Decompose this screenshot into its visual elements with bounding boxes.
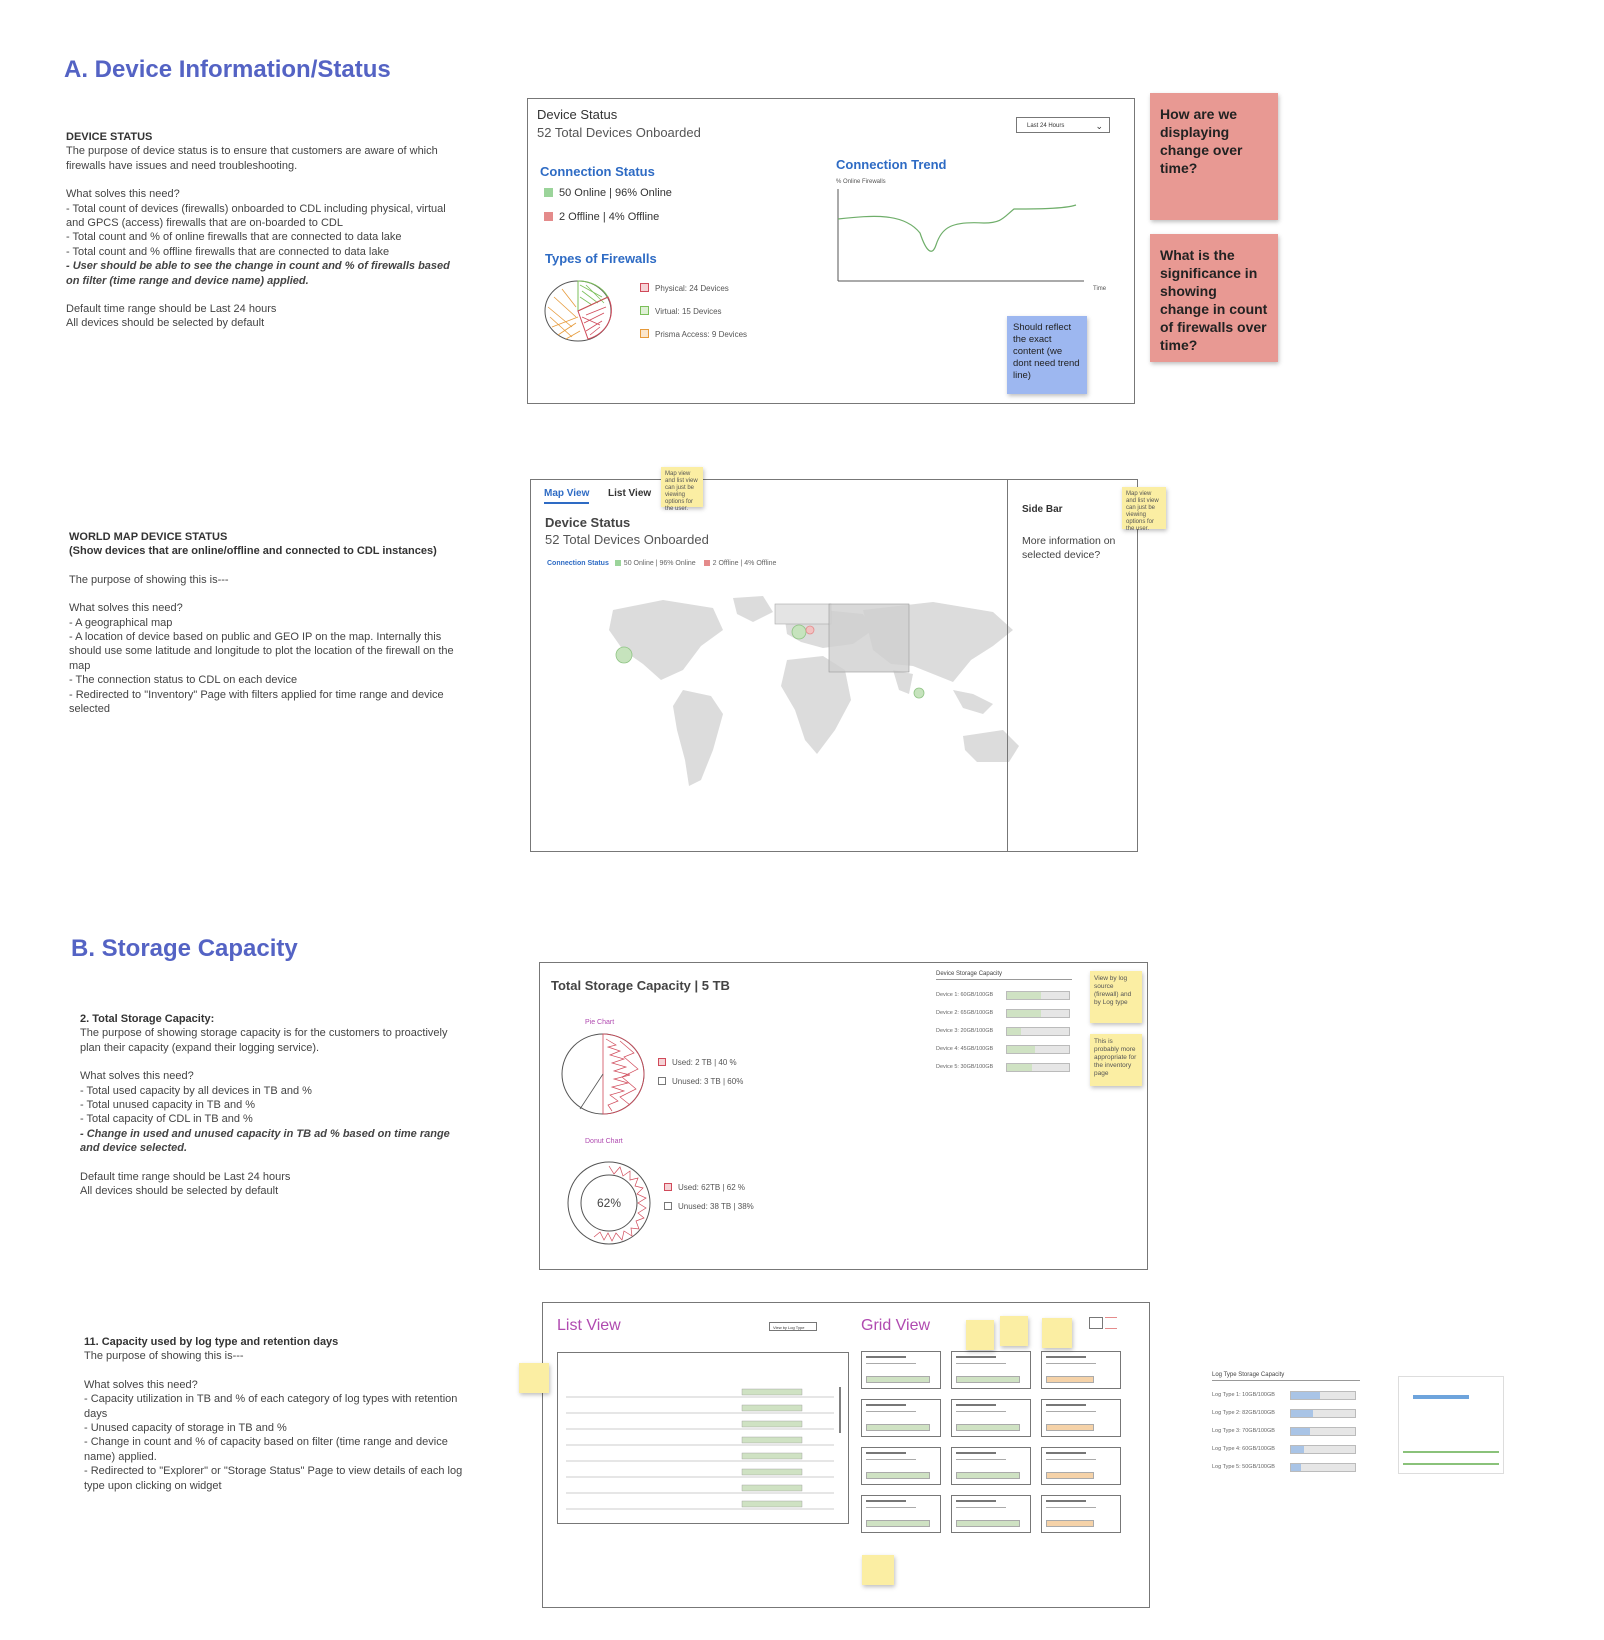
donut-legend-unused: [664, 1202, 754, 1211]
map-card-subtitle: 52 Total Devices Onboarded: [545, 532, 709, 547]
section-a-title: A. Device Information/Status: [64, 56, 391, 83]
log-grid-card-title: [1046, 1452, 1086, 1454]
log-grid-card-title: [866, 1500, 906, 1502]
legend-text: Unused: 38 TB | 38%: [678, 1202, 754, 1211]
log-type-fill: [1291, 1410, 1313, 1417]
log-type-label: Log Type 4: 60GB/100GB: [1212, 1446, 1275, 1452]
log-type-storage-capacity: [1212, 1372, 1360, 1491]
device-storage-fill: [1007, 992, 1041, 999]
log-type-bar: [1290, 1409, 1356, 1418]
offline-text: 2 Offline | 4% Offline: [712, 560, 777, 567]
desc-bullet: - Total unused capacity in TB and %: [80, 1099, 256, 1112]
desc-bullet: - Change in count and % of capacity based on filter (time range and device name) applied.: [84, 1436, 448, 1463]
pie-legend-used: [658, 1058, 737, 1067]
sticky-note-inventory: This is probably more appropriate for the inventory page: [1090, 1034, 1142, 1086]
sticky-note-map-view: Map view and list view can just be viewing options for the user.: [661, 467, 703, 507]
offline-status: [544, 211, 659, 223]
log-grid: [861, 1351, 1131, 1541]
log-grid-card-bar: [956, 1472, 1020, 1479]
legend-virtual: [640, 306, 722, 316]
desc-purpose: The purpose of showing this is---: [69, 573, 229, 586]
sticky-note-grid-3: [1042, 1318, 1072, 1348]
side-bar: [1007, 480, 1138, 851]
device-storage-fill: [1007, 1046, 1035, 1053]
legend-physical: [640, 283, 729, 293]
sticky-note-grid-1: [966, 1320, 994, 1350]
sticky-note-exact-content: Should reflect the exact content (we dont need trend line): [1007, 316, 1087, 394]
online-text: 50 Online | 96% Online: [559, 187, 672, 199]
list-view-title: List View: [557, 1317, 621, 1334]
log-grid-card-bar: [1046, 1472, 1094, 1479]
side-bar-title: Side Bar: [1022, 504, 1063, 515]
device-storage-title: Device Storage Capacity: [936, 971, 1072, 980]
log-grid-card-bar: [956, 1520, 1020, 1527]
desc-heading: 11. Capacity used by log type and retention days: [84, 1336, 339, 1348]
log-grid-card-title: [956, 1452, 996, 1454]
donut-legend-used: [664, 1183, 745, 1192]
log-grid-card-text: [866, 1411, 916, 1412]
log-grid-card-title: [956, 1356, 996, 1358]
desc-heading: WORLD MAP DEVICE STATUS: [69, 531, 228, 543]
unused-swatch: [658, 1077, 666, 1085]
storage-card-title: Total Storage Capacity | 5 TB: [551, 978, 730, 993]
desc-what: What solves this need?: [66, 188, 180, 201]
chevron-down-icon: ⌄: [1095, 121, 1103, 131]
list-view-dropdown[interactable]: [769, 1322, 817, 1331]
log-type-row[interactable]: [1212, 1445, 1360, 1457]
unused-swatch: [664, 1202, 672, 1210]
legend-text: Used: 2 TB | 40 %: [672, 1058, 737, 1067]
donut-center-value: 62%: [596, 1196, 622, 1210]
log-grid-card[interactable]: [1041, 1399, 1121, 1437]
log-type-bar: [1290, 1427, 1356, 1436]
desc-default-devices: All devices should be selected by default: [66, 317, 265, 330]
card-subtitle: 52 Total Devices Onboarded: [537, 125, 701, 140]
desc-bullet: - Total count and % of online firewalls that are connected to data lake: [66, 231, 402, 244]
log-grid-card-title: [1046, 1356, 1086, 1358]
map-card-title: Device Status: [545, 515, 631, 530]
log-grid-card-bar: [956, 1424, 1020, 1431]
log-type-row[interactable]: [1212, 1409, 1360, 1421]
desc-bullet: - Total used capacity by all devices in TB and %: [80, 1084, 312, 1097]
virtual-swatch: [640, 306, 649, 315]
device-storage-row[interactable]: [936, 1063, 1086, 1075]
thumbnail-bar: [1403, 1463, 1499, 1465]
legend-text: Virtual: 15 Devices: [655, 307, 722, 316]
connection-status-heading: Connection Status: [540, 164, 655, 179]
log-grid-card[interactable]: [861, 1447, 941, 1485]
section-b-title: B. Storage Capacity: [71, 935, 298, 962]
sticky-note-significance: What is the significance in showing change in count of firewalls over time?: [1150, 234, 1278, 362]
donut-chart-label: Donut Chart: [585, 1138, 623, 1145]
device-storage-label: Device 1: 60GB/100GB: [936, 992, 994, 998]
desc-bold-bullet: - User should be able to see the change in count and % of firewalls based on filter (time range and device name) applied.: [66, 260, 450, 287]
log-grid-card-bar: [956, 1376, 1020, 1383]
trend-xlabel: Time: [1093, 286, 1107, 292]
log-type-fill: [1291, 1392, 1320, 1399]
log-type-row[interactable]: [1212, 1427, 1360, 1439]
device-storage-bar: [1006, 1063, 1070, 1072]
pie-legend-unused: [658, 1077, 743, 1086]
prisma-swatch: [640, 329, 649, 338]
log-grid-card[interactable]: [1041, 1351, 1121, 1389]
thumbnail-preview: [1398, 1376, 1504, 1474]
desc-bullet: - Total count of devices (firewalls) onboarded to CDL including physical, virtual and GPCS (access) firewalls that are on-boarded to CDL: [66, 202, 446, 230]
tab-map-view[interactable]: Map View: [544, 488, 589, 504]
device-storage-fill: [1007, 1064, 1032, 1071]
online-status: [544, 187, 672, 199]
device-storage-bar: [1006, 991, 1070, 1000]
grid-toggle-icon[interactable]: [1089, 1317, 1103, 1329]
legend-prisma: [640, 329, 747, 339]
offline-text: 2 Offline | 4% Offline: [559, 211, 660, 223]
desc-what: What solves this need?: [84, 1378, 198, 1391]
log-grid-card-title: [866, 1452, 906, 1454]
desc-purpose: The purpose of showing storage capacity is for the customers to proactively plan their capacity (expand their logging service).: [80, 1027, 448, 1054]
device-storage-row[interactable]: [936, 1027, 1086, 1039]
world-map-description: [69, 530, 469, 716]
map-connection-status: [547, 560, 776, 567]
dropdown-value: View by Log Type: [773, 1325, 805, 1330]
device-storage-label: Device 2: 65GB/100GB: [936, 1010, 994, 1016]
map-view-card: [530, 479, 1138, 852]
storage-description: [80, 1012, 470, 1198]
desc-bullet: - Redirected to "Explorer" or "Storage Status" Page to view details of each log type upon clicking on widget: [84, 1465, 463, 1492]
log-type-label: Log Type 3: 70GB/100GB: [1212, 1428, 1275, 1434]
log-grid-card[interactable]: [951, 1351, 1031, 1389]
log-type-fill: [1291, 1428, 1310, 1435]
device-storage-bar: [1006, 1027, 1070, 1036]
sticky-note-grid-4: [862, 1555, 894, 1585]
desc-bullet: - Redirected to "Inventory" Page with filters applied for time range and device selected: [69, 688, 444, 716]
log-grid-card-text: [956, 1363, 1006, 1364]
legend-text: Unused: 3 TB | 60%: [672, 1077, 744, 1086]
legend-text: Used: 62TB | 62 %: [678, 1183, 745, 1192]
desc-what: What solves this need?: [69, 602, 183, 615]
log-type-label: Log Type 2: 82GB/100GB: [1212, 1410, 1275, 1416]
log-grid-card[interactable]: [861, 1399, 941, 1437]
log-grid-card[interactable]: [951, 1447, 1031, 1485]
log-type-bar: [1290, 1391, 1356, 1400]
device-storage-label: Device 3: 20GB/100GB: [936, 1028, 994, 1034]
types-of-firewalls-heading: Types of Firewalls: [545, 251, 657, 266]
log-list-table: [557, 1352, 849, 1524]
storage-capacity-card: [539, 962, 1148, 1270]
thumbnail-bar: [1413, 1395, 1469, 1399]
physical-swatch: [640, 283, 649, 292]
desc-bullet: - Capacity utilization in TB and % of each category of log types with retention days: [84, 1393, 458, 1420]
log-grid-card-bar: [1046, 1376, 1094, 1383]
log-grid-card[interactable]: [1041, 1495, 1121, 1533]
online-text: 50 Online | 96% Online: [623, 560, 696, 567]
log-type-bar: [1290, 1445, 1356, 1454]
device-storage-label: Device 4: 45GB/100GB: [936, 1046, 994, 1052]
desc-bullet: - The connection status to CDL on each device: [69, 674, 298, 687]
desc-bullet: - A geographical map: [69, 616, 173, 629]
log-type-row[interactable]: [1212, 1463, 1360, 1475]
world-map[interactable]: [573, 590, 1033, 820]
desc-heading: 2. Total Storage Capacity:: [80, 1013, 215, 1025]
device-storage-row[interactable]: [936, 991, 1086, 1003]
device-storage-row[interactable]: [936, 1009, 1086, 1021]
desc-bullet: - Total capacity of CDL in TB and %: [80, 1113, 253, 1126]
log-grid-card-bar: [866, 1520, 930, 1527]
desc-bullet: - Unused capacity of storage in TB and %: [84, 1422, 287, 1435]
log-grid-card-title: [956, 1500, 996, 1502]
desc-heading: DEVICE STATUS: [66, 131, 153, 143]
desc-bullet: - A location of device based on public and GEO IP on the map. Internally this should use some latitude and longitude to plot the location of the firewall on the map: [69, 631, 454, 672]
desc-purpose: The purpose of showing this is---: [84, 1350, 244, 1363]
log-grid-card-title: [1046, 1404, 1086, 1406]
sticky-note-grid-2: [1000, 1316, 1028, 1346]
connection-trend-heading: Connection Trend: [836, 157, 947, 172]
desc-what: What solves this need?: [80, 1070, 194, 1083]
log-grid-card-bar: [866, 1424, 930, 1431]
card-title: Device Status: [537, 107, 618, 122]
log-grid-card[interactable]: [951, 1495, 1031, 1533]
log-table-grid: [558, 1353, 848, 1523]
log-type-storage-title: Log Type Storage Capacity: [1212, 1372, 1360, 1381]
log-type-bars: [1212, 1381, 1360, 1491]
log-grid-card-title: [866, 1404, 906, 1406]
log-type-label: Log Type 1: 10GB/100GB: [1212, 1392, 1275, 1398]
desc-default-time: Default time range should be Last 24 hours: [66, 303, 277, 316]
log-type-description: [84, 1335, 464, 1493]
log-grid-card[interactable]: [861, 1351, 941, 1389]
desc-default-time: Default time range should be Last 24 hours: [80, 1170, 291, 1183]
log-grid-card-text: [866, 1507, 916, 1508]
log-grid-card-text: [1046, 1411, 1096, 1412]
log-grid-card-text: [866, 1363, 916, 1364]
offline-swatch: [704, 560, 710, 566]
pie-chart-label: Pie Chart: [585, 1019, 615, 1026]
desc-purpose: The purpose of device status is to ensure that customers are aware of which firewalls have issues and need troubleshooting.: [66, 145, 438, 172]
log-grid-card-text: [956, 1507, 1006, 1508]
sticky-note-view-by-log: View by log source (firewall) and by Log type: [1090, 971, 1142, 1023]
log-grid-card-bar: [1046, 1520, 1094, 1527]
log-grid-card-bar: [866, 1376, 930, 1383]
desc-subheading: (Show devices that are online/offline and connected to CDL instances): [69, 545, 437, 558]
online-swatch: [544, 188, 553, 197]
log-grid-card-title: [956, 1404, 996, 1406]
device-storage-list: [936, 991, 1086, 1091]
status-label: Connection Status: [547, 560, 609, 567]
tab-list-view[interactable]: List View: [608, 488, 652, 499]
log-type-bar: [1290, 1463, 1356, 1472]
time-range-dropdown[interactable]: [1016, 117, 1110, 133]
connection-trend-chart: [834, 187, 1094, 287]
device-storage-bar: [1006, 1045, 1070, 1054]
device-storage-fill: [1007, 1010, 1041, 1017]
log-grid-card-text: [956, 1459, 1006, 1460]
log-grid-card-text: [956, 1411, 1006, 1412]
log-grid-card-text: [866, 1459, 916, 1460]
device-storage-fill: [1007, 1028, 1021, 1035]
thumbnail-bar: [1403, 1451, 1499, 1453]
log-grid-card[interactable]: [951, 1399, 1031, 1437]
firewall-types-pie: [542, 277, 614, 345]
online-swatch: [615, 560, 621, 566]
device-storage-row[interactable]: [936, 1045, 1086, 1057]
sticky-note-change-over-time: How are we displaying change over time?: [1150, 93, 1278, 220]
device-status-description: [66, 130, 466, 331]
desc-default-devices: All devices should be selected by default: [80, 1185, 279, 1198]
log-grid-card-bar: [866, 1472, 930, 1479]
desc-bold-bullet: - Change in used and unused capacity in TB ad % based on time range and device selected.: [80, 1127, 450, 1155]
log-grid-card-bar: [1046, 1424, 1094, 1431]
log-type-label: Log Type 5: 50GB/100GB: [1212, 1464, 1275, 1470]
trend-ylabel: % Online Firewalls: [836, 179, 886, 185]
log-grid-card[interactable]: [1041, 1447, 1121, 1485]
grid-view-title: Grid View: [861, 1317, 931, 1334]
list-toggle-icon[interactable]: [1105, 1317, 1117, 1329]
log-grid-card-text: [1046, 1459, 1096, 1460]
legend-text: Prisma Access: 9 Devices: [655, 330, 748, 339]
device-storage-bar: [1006, 1009, 1070, 1018]
storage-pie-chart: [560, 1031, 648, 1117]
sticky-note-side-bar: Map view and list view can just be viewing options for the user.: [1122, 487, 1166, 529]
log-grid-card[interactable]: [861, 1495, 941, 1533]
legend-text: Physical: 24 Devices: [655, 284, 729, 293]
log-grid-card-text: [1046, 1507, 1096, 1508]
sticky-note-list: [519, 1363, 549, 1393]
log-type-fill: [1291, 1446, 1304, 1453]
log-type-fill: [1291, 1464, 1301, 1471]
used-swatch: [658, 1058, 666, 1066]
offline-swatch: [544, 212, 553, 221]
used-swatch: [664, 1183, 672, 1191]
log-grid-card-title: [866, 1356, 906, 1358]
desc-bullet: - Total count and % offline firewalls that are connected to data lake: [66, 245, 390, 258]
side-bar-text: More information on selected device?: [1022, 535, 1116, 561]
dropdown-value: Last 24 Hours: [1027, 123, 1065, 129]
log-grid-card-title: [1046, 1500, 1086, 1502]
log-grid-card-text: [1046, 1363, 1096, 1364]
log-type-row[interactable]: [1212, 1391, 1360, 1403]
device-storage-label: Device 5: 30GB/100GB: [936, 1064, 994, 1070]
